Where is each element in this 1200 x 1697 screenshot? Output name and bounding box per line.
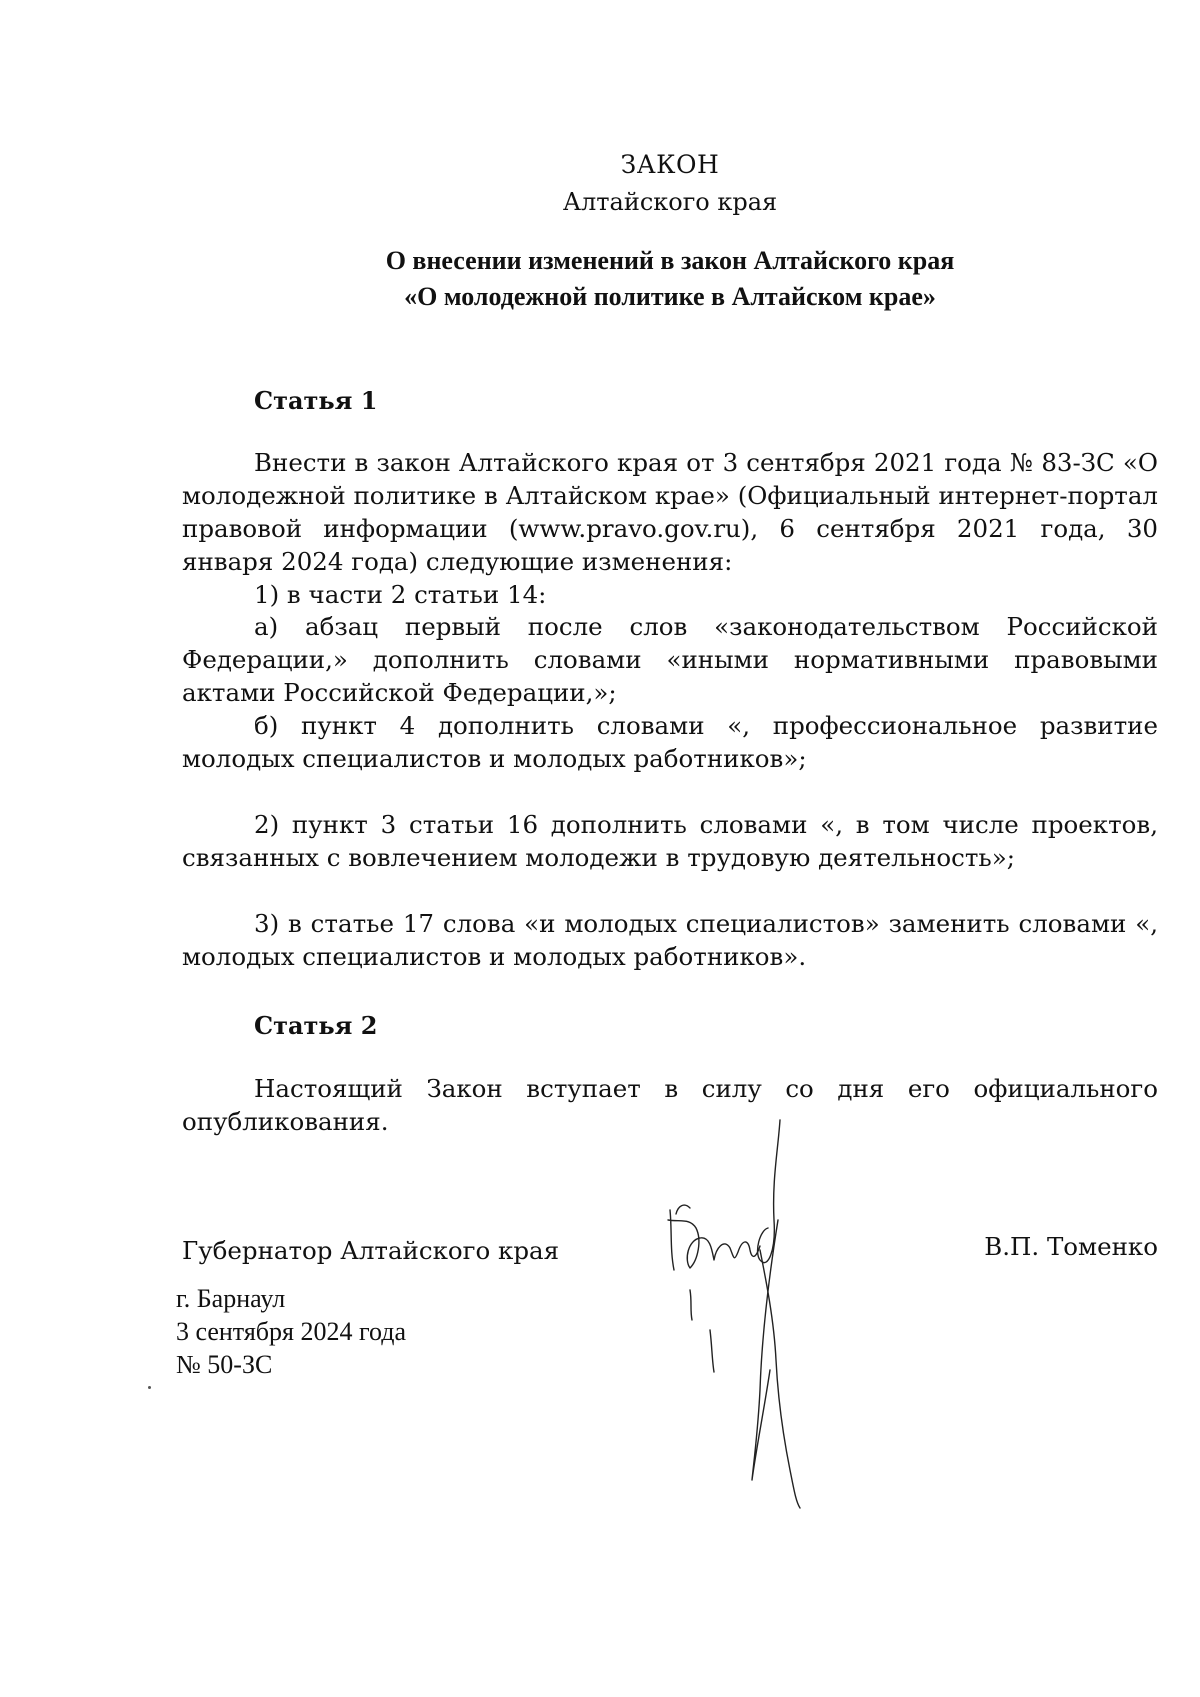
signatory-name: В.П. Томенко: [984, 1232, 1158, 1261]
document-subtitle-line2: «О молодежной политике в Алтайском крае»: [404, 282, 936, 311]
article-1-item1-b: б) пункт 4 дополнить словами «, профессиональное развитие молодых специалистов и молодых работников»;: [182, 711, 1158, 773]
handwritten-signature: [650, 1110, 950, 1510]
article-1-item1-subitems: [182, 610, 1158, 775]
article-2-text: Настоящий Закон вступает в силу со дня его официального опубликования.: [182, 1074, 1158, 1136]
article-1-item2: 2) пункт 3 статьи 16 дополнить словами «, в том числе проектов, связанных с вовлечением молодежи в трудовую деятельность»;: [182, 810, 1158, 872]
document-region: Алтайского края: [562, 188, 778, 216]
article-1-body-intro: [182, 446, 1158, 611]
signatory-position: Губернатор Алтайского края: [182, 1236, 560, 1265]
article-1-heading: Статья 1: [254, 386, 378, 415]
article-1-item1-a: а) абзац первый после слов «законодательством Российской Федерации,» дополнить словами «иными нормативными правовыми актами Российской Федерации,»;: [182, 612, 1158, 707]
footer-city: г. Барнаул: [176, 1284, 286, 1313]
footer-number: № 50-ЗС: [176, 1350, 273, 1379]
document-subtitle-line1: О внесении изменений в закон Алтайского края: [385, 246, 955, 275]
article-2-heading: Статья 2: [254, 1011, 378, 1040]
footer-date: 3 сентября 2024 года: [176, 1317, 407, 1346]
document-type: ЗАКОН: [620, 150, 720, 179]
article-1-item1-intro: 1) в части 2 статьи 14:: [254, 580, 547, 609]
article-1-intro: Внести в закон Алтайского края от 3 сентября 2021 года № 83-ЗС «О молодежной политике в Алтайском крае» (Официальный интернет-портал правовой информации (www.pravo.gov.ru), 6 сентября 2021 года, 30 января 2024 года) следующие изменения:: [182, 448, 1158, 576]
scan-artifact: [148, 1386, 151, 1389]
document-footer: [176, 1282, 406, 1381]
article-1-item3: 3) в статье 17 слова «и молодых специалистов» заменить словами «, молодых специалистов и молодых работников».: [182, 909, 1158, 971]
